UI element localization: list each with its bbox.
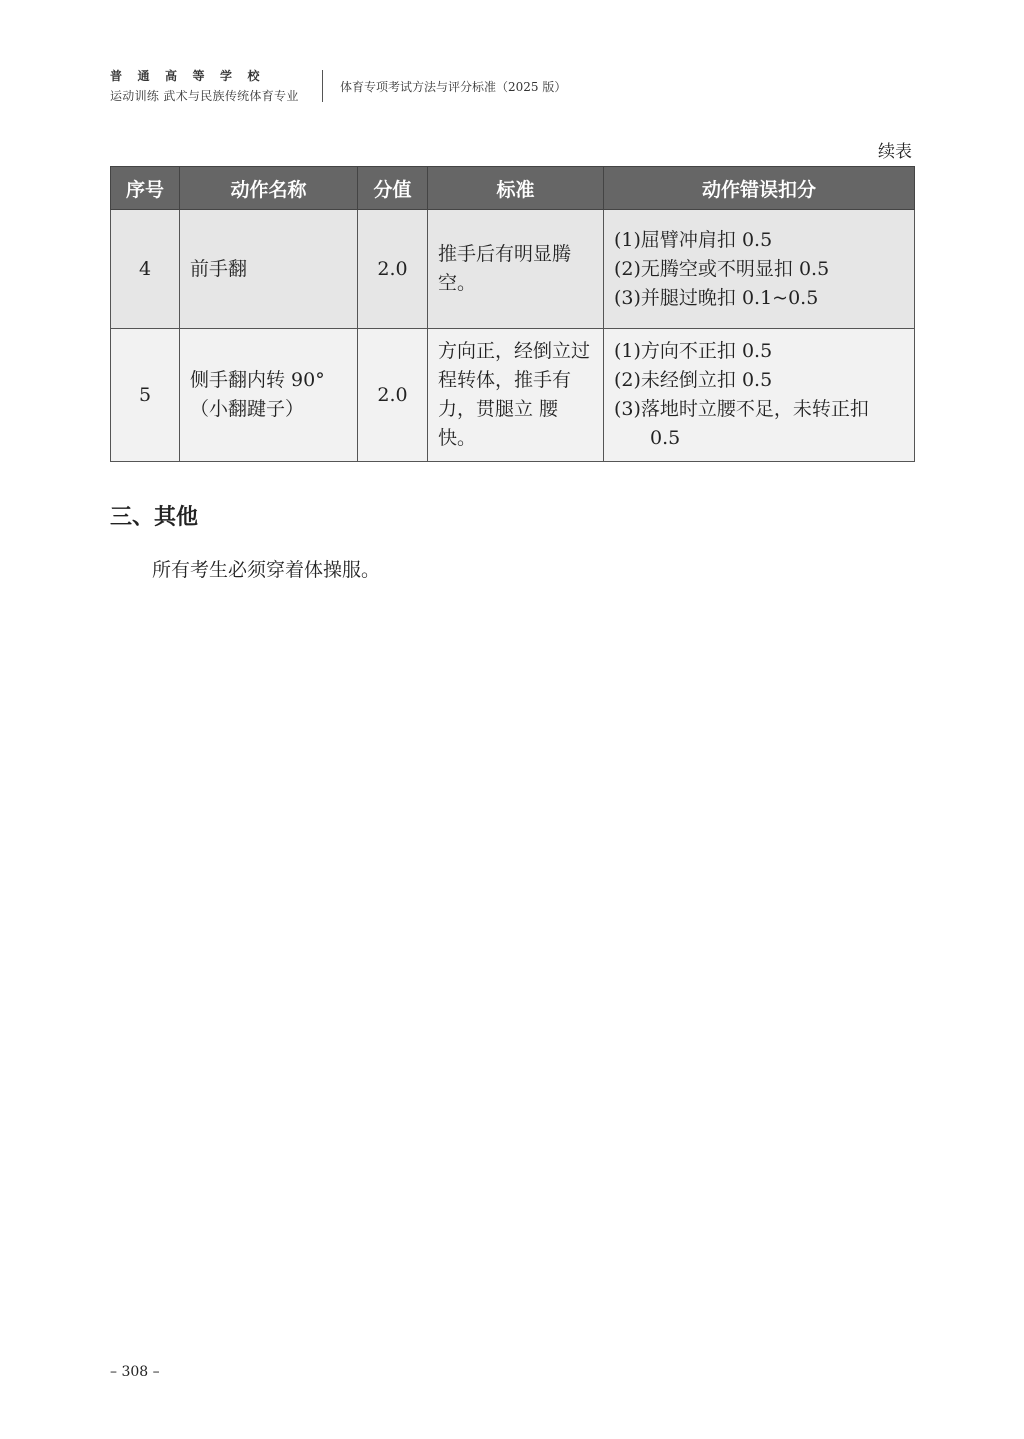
section-paragraph: 所有考生必须穿着体操服。 — [152, 559, 381, 581]
col-header-standard: 标准 — [428, 167, 604, 210]
col-header-deductions: 动作错误扣分 — [604, 167, 915, 210]
deduction-item: (1)方向不正扣 0.5 — [614, 340, 773, 362]
col-header-action: 动作名称 — [180, 167, 358, 210]
table-row — [111, 329, 915, 462]
table-continued-note: 续表 — [878, 142, 912, 162]
deduction-item: (2)无腾空或不明显扣 0.5 — [614, 257, 830, 280]
cell-standard: 推手后有明显腾空。 — [428, 210, 604, 329]
table-header-row — [111, 167, 915, 210]
cell-deductions — [604, 329, 915, 462]
cell-score: 2.0 — [358, 210, 428, 329]
page-number: – 308 – — [110, 1364, 160, 1380]
cell-action-name — [180, 329, 358, 462]
header-major: 运动训练 武术与民族传统体育专业 — [110, 89, 299, 103]
deduction-item: (1)屈臂冲肩扣 0.5 — [614, 228, 773, 251]
cell-standard: 方向正，经倒立过程转体，推手有力，贯腿立 腰快。 — [428, 329, 604, 462]
section-heading: 三、其他 — [110, 504, 199, 530]
running-header-left — [110, 66, 299, 106]
cell-score: 2.0 — [358, 329, 428, 462]
header-divider — [322, 70, 323, 102]
header-school-type: 普通高等学校 — [110, 69, 276, 83]
cell-number: 4 — [111, 210, 180, 329]
col-header-score: 分值 — [358, 167, 428, 210]
deduction-item: (3)并腿过晚扣 0.1~0.5 — [614, 286, 819, 309]
deduction-item: (3)落地时立腰不足，未转正扣 0.5 — [614, 398, 869, 449]
deduction-item: (2)未经倒立扣 0.5 — [614, 369, 773, 391]
cell-action-name — [180, 210, 358, 329]
action-name-line: （小翻踺子） — [190, 398, 305, 420]
col-header-number: 序号 — [111, 167, 180, 210]
scoring-table — [110, 166, 915, 462]
header-book-title: 体育专项考试方法与评分标准（2025 版） — [340, 80, 567, 94]
table-row — [111, 210, 915, 329]
action-name-line: 侧手翻内转 90° — [190, 369, 325, 391]
cell-number: 5 — [111, 329, 180, 462]
cell-deductions — [604, 210, 915, 329]
action-name-line: 前手翻 — [190, 257, 248, 280]
